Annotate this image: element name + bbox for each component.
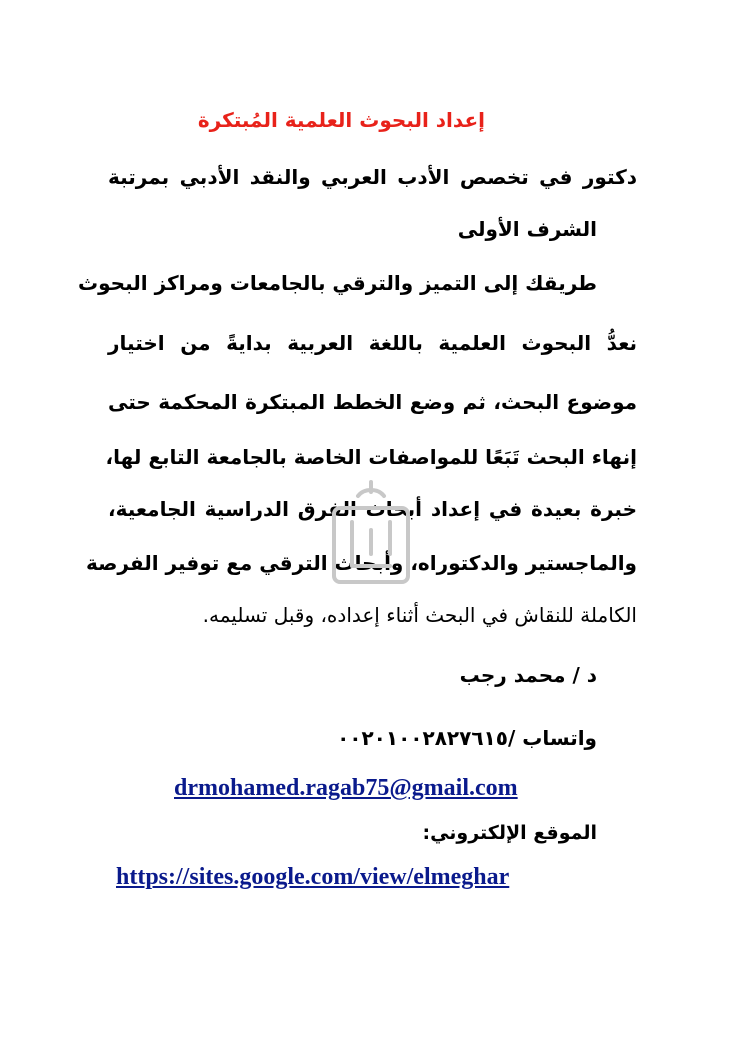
- author-name: د / محمد رجب: [459, 663, 597, 687]
- whatsapp-number: واتساب /٠٠٢٠١٠٠٢٨٢٧٦١٥: [337, 726, 597, 750]
- document-subtitle: طريقك إلى التميز والترقي بالجامعات ومراكز البحوث: [78, 271, 597, 295]
- watermark-logo: [328, 474, 414, 588]
- body-line-1: نعدُّ البحوث العلمية باللغة العربية بدايةً من اختيار: [108, 331, 637, 355]
- intro-line-1: دكتور في تخصص الأدب العربي والنقد الأدبي بمرتبة: [108, 165, 637, 189]
- intro-line-2: الشرف الأولى: [457, 217, 597, 241]
- body-line-2: موضوع البحث، ثم وضع الخطط المبتكرة المحكمة حتى: [108, 390, 637, 414]
- body-line-4: خبرة بعيدة في إعداد أبحاث الفرق الدراسية الجامعية،: [108, 497, 637, 521]
- body-line-6: الكاملة للنقاش في البحث أثناء إعداده، وقبل تسليمه.: [202, 603, 637, 627]
- website-label: الموقع الإلكتروني:: [422, 822, 597, 844]
- website-link[interactable]: https://sites.google.com/view/elmeghar: [116, 864, 510, 890]
- body-line-5: والماجستير والدكتوراه، وأبحاث الترقي مع توفير الفرصة: [85, 551, 637, 575]
- email-link[interactable]: drmohamed.ragab75@gmail.com: [174, 775, 518, 801]
- document-title: إعداد البحوث العلمية المُبتكرة: [197, 108, 485, 132]
- body-line-3: إنهاء البحث تَبَعًا للمواصفات الخاصة بالجامعة التابع لها،: [105, 445, 637, 469]
